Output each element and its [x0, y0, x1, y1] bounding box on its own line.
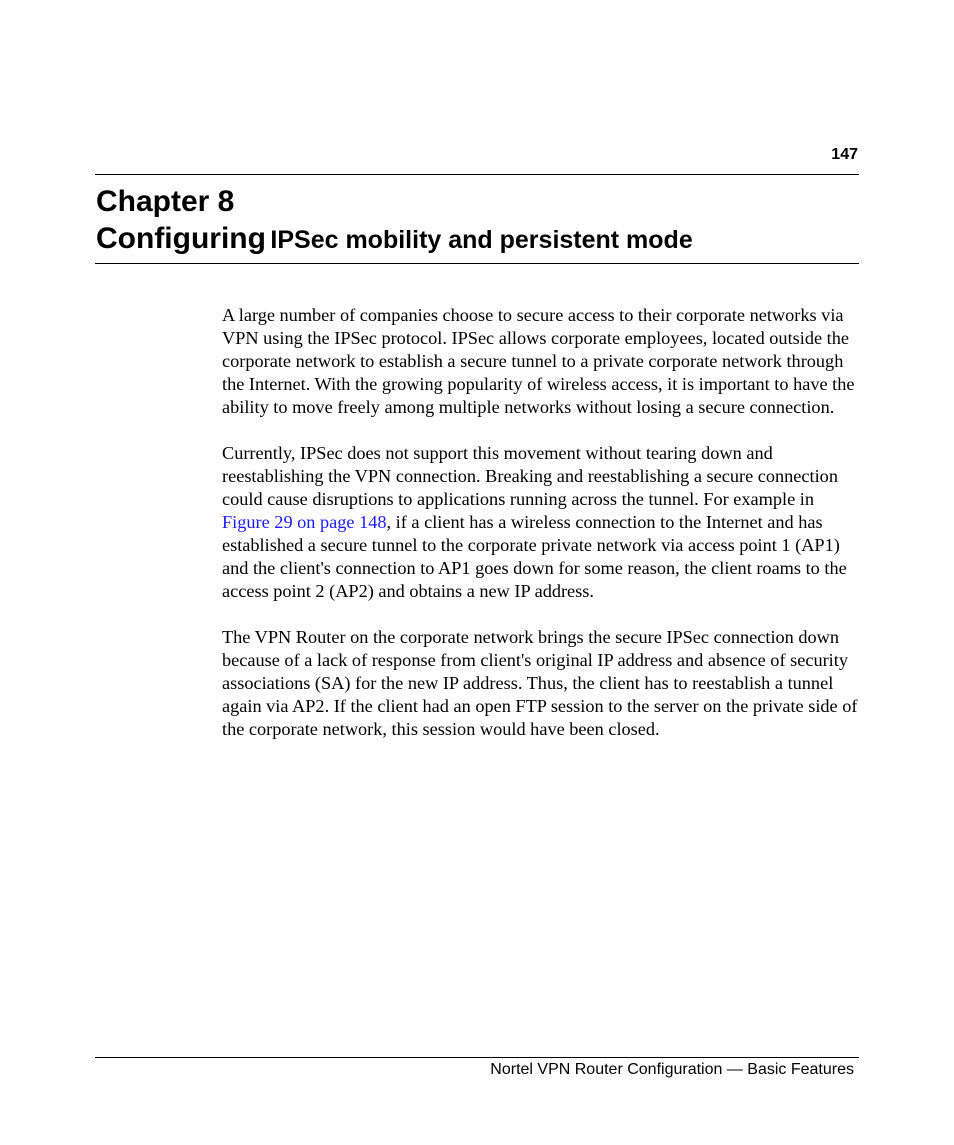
paragraph-2: [222, 442, 862, 603]
chapter-title: [96, 220, 693, 263]
chapter-title-first-word: Configuring: [96, 222, 266, 255]
paragraph-3: The VPN Router on the corporate network brings the secure IPSec connection down because of a lack of response from client's original IP address and absence of security associations (SA) for the new IP address. Thus, the client has to reestablish a tunnel again via AP2. If the client had an open FTP session to the server on the private side of the corporate network, this session would have been closed.: [222, 627, 858, 739]
footer-rule: [95, 1057, 859, 1058]
chapter-title-rest: IPSec mobility and persistent mode: [270, 226, 693, 254]
body-text: [222, 304, 862, 764]
paragraph-1: A large number of companies choose to secure access to their corporate networks via VPN using the IPSec protocol. IPSec allows corporate employees, located outside the corporate network to establish a secure tunnel to a private corporate network through the Internet. With the growing popularity of wireless access, it is important to have the ability to move freely among multiple networks without losing a secure connection.: [222, 305, 855, 417]
paragraph-2-lead: Currently, IPSec does not support this movement without tearing down and reestablishing the VPN connection. Breaking and reestablishing a secure connection could cause disruptions to applications running across the tunnel. For example in: [222, 443, 838, 509]
page-number: 147: [831, 146, 858, 163]
footer-title: Nortel VPN Router Configuration — Basic Features: [490, 1061, 854, 1078]
header-rule: [95, 174, 859, 175]
figure-29-link[interactable]: Figure 29 on page 148: [222, 512, 387, 532]
title-rule: [95, 263, 859, 264]
chapter-heading: [96, 184, 693, 263]
paragraph-2-tail: , if a client has a wireless connection to the Internet and has established a secure tunnel to the corporate private network via access point 1 (AP1) and the client's connection to AP1 goes down for some reason, the client roams to the access point 2 (AP2) and obtains a new IP address.: [222, 512, 847, 601]
chapter-label: Chapter 8: [96, 185, 235, 218]
